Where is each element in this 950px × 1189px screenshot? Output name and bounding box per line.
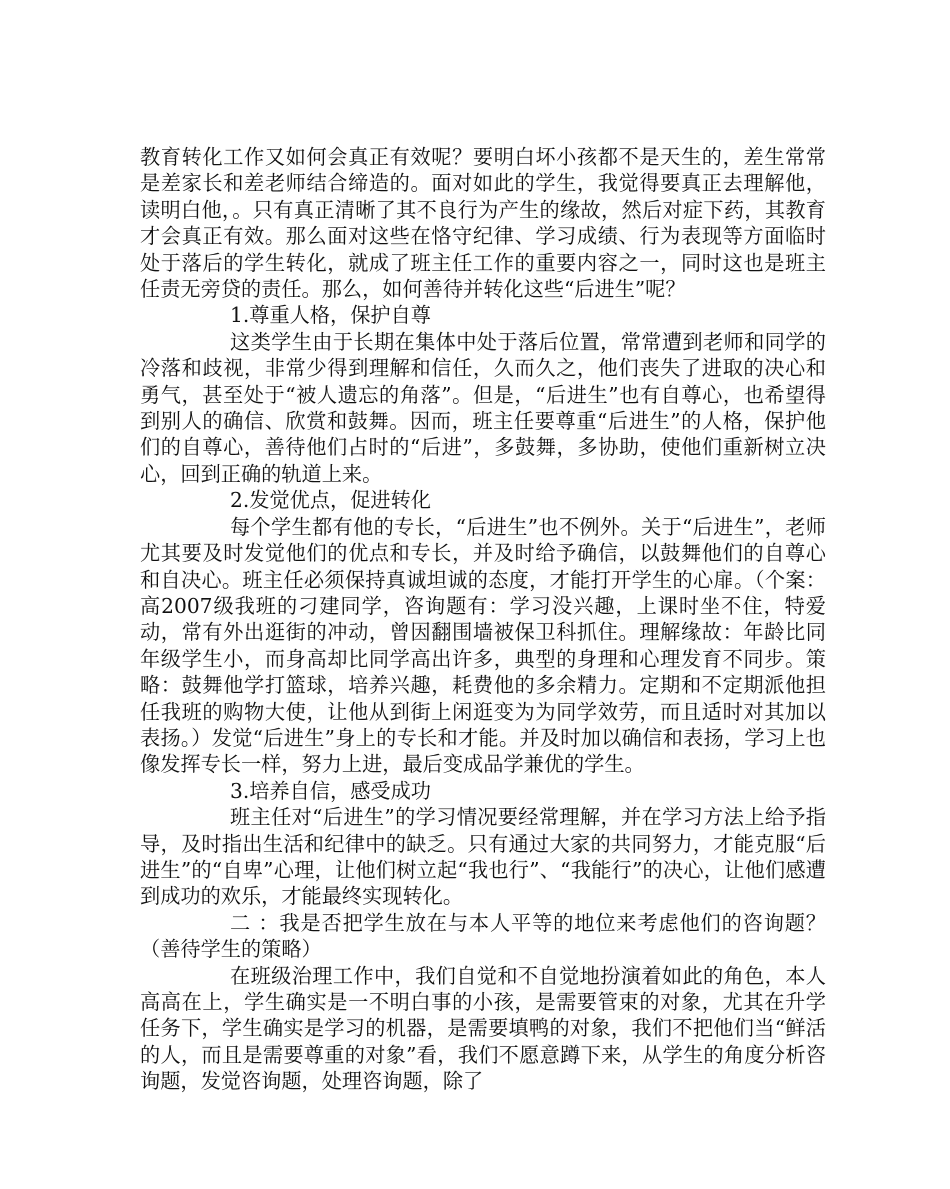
section-heading-3: 3.培养自信，感受成功 — [230, 778, 431, 803]
paragraph-4: 在班级治理工作中，我们自觉和不自觉地扮演着如此的角色，本人高高在上，学生确实是一不明白事的小孩，是需要管束的对象，尤其在升学任务下，学生确实是学习的机器，是需要填鸭的对象，我们不把他们当“鲜活的人，而且是需要尊重的对象”看，我们不愿意蹲下来，从学生的角度分析咨询题，发觉咨询题，处理咨询题，除了 — [140, 963, 826, 1094]
paragraph-1: 这类学生由于长期在集体中处于落后位置，常常遭到老师和同学的冷落和歧视，非常少得到理解和信任，久而久之，他们丧失了进取的决心和勇气，甚至处于“被人遗忘的角落”。但是，“后进生”也有自尊心，也希望得到别人的确信、欣赏和鼓舞。因而，班主任要尊重“后进生”的人格，保护他们的自尊心，善待他们占时的“后进”，多鼓舞，多协助，使他们重新树立决心，回到正确的轨道上来。 — [140, 329, 826, 486]
section-heading-1: 1.尊重人格，保护自尊 — [230, 303, 431, 328]
document-body — [140, 144, 826, 1095]
section-heading-part-2: 二 ：我是否把学生放在与本人平等的地位来考虑他们的咨询题？（善待学生的策略） — [140, 910, 826, 962]
paragraph-2: 每个学生都有他的专长，“后进生”也不例外。关于“后进生”，老师尤其要及时发觉他们的优点和专长，并及时给予确信，以鼓舞他们的自尊心和自决心。班主任必须保持真诚坦诚的态度，才能打开学生的心扉。（个案：高2007级我班的刁建同学，咨询题有：学习没兴趣，上课时坐不住，特爱动，常有外出逛街的冲动，曾因翻围墙被保卫科抓住。理解缘故：年龄比同年级学生小，而身高却比同学高出许多，典型的身理和心理发育不同步。策略：鼓舞他学打篮球，培养兴趣，耗费他的多余精力。定期和不定期派他担任我班的购物大使，让他从到街上闲逛变为为同学效劳，而且适时对其加以表扬。）发觉“后进生”身上的专长和才能。并及时加以确信和表扬，学习上也像发挥专长一样，努力上进，最后变成品学兼优的学生。 — [140, 514, 826, 777]
section-heading-2: 2.发觉优点，促进转化 — [230, 488, 431, 513]
paragraph-intro: 教育转化工作又如何会真正有效呢？要明白坏小孩都不是天生的，差生常常是差家长和差老师结合缔造的。面对如此的学生，我觉得要真正去理解他，读明白他，。只有真正清晰了其不良行为产生的缘故，然后对症下药，其教育才会真正有效。那么面对这些在恪守纪律、学习成绩、行为表现等方面临时处于落后的学生转化，就成了班主任工作的重要内容之一，同时这也是班主任责无旁贷的责任。那么，如何善待并转化这些“后进生”呢？ — [140, 145, 826, 302]
paragraph-3: 班主任对“后进生”的学习情况要经常理解，并在学习方法上给予指导，及时指出生活和纪律中的缺乏。只有通过大家的共同努力，才能克服“后进生”的“自卑”心理，让他们树立起“我也行”、“我能行”的决心，让他们感遭到成功的欢乐，才能最终实现转化。 — [140, 805, 826, 909]
